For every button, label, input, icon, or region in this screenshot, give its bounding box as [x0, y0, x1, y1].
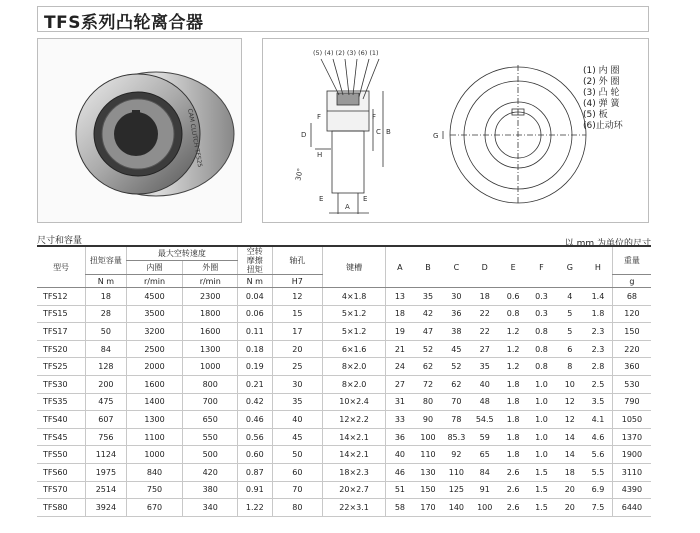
- table-cell: 15: [272, 305, 323, 323]
- table-cell: 13: [385, 288, 413, 306]
- table-cell: 8: [556, 358, 584, 376]
- table-cell: 8×2.0: [323, 358, 386, 376]
- table-cell: 40: [471, 375, 499, 393]
- dim-angle: 30°: [294, 167, 305, 182]
- legend-item: (5) 板: [583, 110, 608, 120]
- table-caption: 尺寸和容量: [37, 236, 83, 246]
- table-cell: 1.0: [527, 411, 555, 429]
- table-cell: 19: [385, 323, 413, 341]
- table-cell: 62: [414, 358, 442, 376]
- unit-outer: r/min: [183, 275, 238, 288]
- table-cell: 360: [612, 358, 651, 376]
- table-cell: 1.2: [499, 358, 527, 376]
- table-cell: 650: [183, 411, 238, 429]
- dim-f-right: F: [372, 113, 377, 121]
- cell-model: TFS80: [37, 499, 86, 517]
- table-cell: 45: [442, 340, 470, 358]
- table-cell: 59: [471, 428, 499, 446]
- table-cell: 1900: [612, 446, 651, 464]
- table-cell: 72: [414, 375, 442, 393]
- cell-model: TFS15: [37, 305, 86, 323]
- table-cell: 700: [183, 393, 238, 411]
- table-row: [37, 499, 651, 517]
- table-cell: 0.19: [238, 358, 272, 376]
- table-cell: 1.0: [527, 428, 555, 446]
- table-cell: 2.3: [584, 323, 612, 341]
- table-cell: 1050: [612, 411, 651, 429]
- table-cell: 40: [272, 411, 323, 429]
- table-cell: 1.0: [527, 446, 555, 464]
- table-cell: 58: [385, 499, 413, 517]
- table-cell: 170: [414, 499, 442, 517]
- table-cell: 14: [556, 428, 584, 446]
- table-cell: 380: [183, 481, 238, 499]
- table-cell: 1.22: [238, 499, 272, 517]
- cell-model: TFS35: [37, 393, 86, 411]
- unit-drag: N m: [238, 275, 272, 288]
- dim-c: C: [376, 128, 381, 136]
- col-d: D: [471, 246, 499, 288]
- table-cell: 8×2.0: [323, 375, 386, 393]
- table-cell: 10×2.4: [323, 393, 386, 411]
- table-cell: 0.18: [238, 340, 272, 358]
- table-cell: 1.4: [584, 288, 612, 306]
- table-cell: 36: [385, 428, 413, 446]
- col-model: 型号: [37, 246, 86, 288]
- table-row: [37, 340, 651, 358]
- table-cell: 2500: [126, 340, 183, 358]
- table-cell: 12×2.2: [323, 411, 386, 429]
- table-cell: 45: [272, 428, 323, 446]
- table-cell: 46: [385, 463, 413, 481]
- table-cell: 790: [612, 393, 651, 411]
- table-cell: 17: [272, 323, 323, 341]
- table-cell: 92: [442, 446, 470, 464]
- table-cell: 0.06: [238, 305, 272, 323]
- table-cell: 35: [414, 288, 442, 306]
- table-cell: 35: [272, 393, 323, 411]
- table-cell: 2.6: [499, 463, 527, 481]
- table-row: [37, 323, 651, 341]
- table-cell: 21: [385, 340, 413, 358]
- table-cell: 85.3: [442, 428, 470, 446]
- table-cell: 12: [556, 393, 584, 411]
- table-cell: 2.3: [584, 340, 612, 358]
- table-cell: 340: [183, 499, 238, 517]
- table-cell: 65: [471, 446, 499, 464]
- table-cell: 22×3.1: [323, 499, 386, 517]
- table-cell: 4.6: [584, 428, 612, 446]
- table-cell: 84: [471, 463, 499, 481]
- legend-item: (6)止动环: [583, 121, 623, 131]
- table-row: [37, 463, 651, 481]
- table-cell: 130: [414, 463, 442, 481]
- table-cell: 756: [86, 428, 127, 446]
- table-cell: 530: [612, 375, 651, 393]
- units-note: 以 mm 为单位的尺寸: [564, 239, 651, 249]
- table-cell: 670: [126, 499, 183, 517]
- table-cell: 0.87: [238, 463, 272, 481]
- title-bar: [37, 6, 649, 32]
- table-cell: 54.5: [471, 411, 499, 429]
- table-cell: 1400: [126, 393, 183, 411]
- table-cell: 91: [471, 481, 499, 499]
- table-cell: 1.8: [499, 375, 527, 393]
- table-cell: 750: [126, 481, 183, 499]
- table-cell: 1.2: [499, 340, 527, 358]
- legend-item: (4) 弹 簧: [583, 99, 620, 109]
- table-cell: 20×2.7: [323, 481, 386, 499]
- col-inner: 内圈: [126, 261, 183, 275]
- table-cell: 2.8: [584, 358, 612, 376]
- col-e: E: [499, 246, 527, 288]
- table-cell: 1100: [126, 428, 183, 446]
- table-cell: 68: [612, 288, 651, 306]
- table-cell: 0.46: [238, 411, 272, 429]
- table-cell: 6: [556, 340, 584, 358]
- table-cell: 6×1.6: [323, 340, 386, 358]
- dim-d: D: [301, 131, 307, 139]
- table-cell: 1.8: [499, 411, 527, 429]
- table-cell: 2514: [86, 481, 127, 499]
- table-cell: 100: [471, 499, 499, 517]
- table-cell: 1.0: [527, 375, 555, 393]
- table-row: [37, 481, 651, 499]
- legend-item: (3) 凸 轮: [583, 88, 620, 98]
- col-b: B: [414, 246, 442, 288]
- table-cell: 800: [183, 375, 238, 393]
- table-cell: 12: [272, 288, 323, 306]
- table-cell: 550: [183, 428, 238, 446]
- table-cell: 6.9: [584, 481, 612, 499]
- table-cell: 84: [86, 340, 127, 358]
- page-title: TFS系列凸轮离合器: [44, 13, 204, 33]
- table-cell: 40: [385, 446, 413, 464]
- table-cell: 62: [442, 375, 470, 393]
- col-keyway: 键槽: [323, 246, 386, 288]
- table-cell: 0.8: [527, 323, 555, 341]
- table-cell: 14×2.1: [323, 446, 386, 464]
- parts-legend: [583, 66, 623, 132]
- col-outer: 外圈: [183, 261, 238, 275]
- table-cell: 4: [556, 288, 584, 306]
- table-cell: 0.6: [499, 288, 527, 306]
- cell-model: TFS70: [37, 481, 86, 499]
- table-row: [37, 393, 651, 411]
- col-f: F: [527, 246, 555, 288]
- table-cell: 120: [612, 305, 651, 323]
- table-cell: 1600: [183, 323, 238, 341]
- cell-model: TFS17: [37, 323, 86, 341]
- table-cell: 0.8: [527, 340, 555, 358]
- table-cell: 7.5: [584, 499, 612, 517]
- table-cell: 0.91: [238, 481, 272, 499]
- spec-table: [37, 245, 651, 517]
- table-cell: 1124: [86, 446, 127, 464]
- table-cell: 0.56: [238, 428, 272, 446]
- table-cell: 36: [442, 305, 470, 323]
- table-cell: 20: [556, 481, 584, 499]
- table-cell: 1000: [183, 358, 238, 376]
- table-cell: 4500: [126, 288, 183, 306]
- table-cell: 100: [414, 428, 442, 446]
- cell-model: TFS60: [37, 463, 86, 481]
- table-cell: 52: [414, 340, 442, 358]
- table-cell: 31: [385, 393, 413, 411]
- table-cell: 5: [556, 323, 584, 341]
- cell-model: TFS12: [37, 288, 86, 306]
- table-cell: 42: [414, 305, 442, 323]
- table-cell: 2.6: [499, 481, 527, 499]
- cell-model: TFS45: [37, 428, 86, 446]
- table-cell: 27: [471, 340, 499, 358]
- table-cell: 35: [471, 358, 499, 376]
- table-cell: 0.60: [238, 446, 272, 464]
- table-cell: 60: [272, 463, 323, 481]
- table-row: [37, 288, 651, 306]
- table-row: [37, 358, 651, 376]
- cell-model: TFS20: [37, 340, 86, 358]
- table-cell: 110: [414, 446, 442, 464]
- table-cell: 22: [471, 323, 499, 341]
- table-cell: 1.8: [499, 393, 527, 411]
- table-cell: 2000: [126, 358, 183, 376]
- table-cell: 200: [86, 375, 127, 393]
- table-cell: 0.42: [238, 393, 272, 411]
- table-cell: 25: [272, 358, 323, 376]
- table-cell: 22: [471, 305, 499, 323]
- col-drag: 空转 摩擦 扭矩: [238, 246, 272, 275]
- table-cell: 18×2.3: [323, 463, 386, 481]
- table-cell: 3500: [126, 305, 183, 323]
- legend-item: (1) 内 圈: [583, 66, 620, 76]
- table-cell: 3924: [86, 499, 127, 517]
- cell-model: TFS30: [37, 375, 86, 393]
- col-h: H: [584, 246, 612, 288]
- table-cell: 0.21: [238, 375, 272, 393]
- table-cell: 1.8: [499, 446, 527, 464]
- col-speed: 最大空转速度: [126, 246, 237, 261]
- table-cell: 1.8: [584, 305, 612, 323]
- table-cell: 2.5: [584, 375, 612, 393]
- table-cell: 2300: [183, 288, 238, 306]
- table-cell: 1.5: [527, 499, 555, 517]
- legend-item: (2) 外 圈: [583, 77, 620, 87]
- table-cell: 0.3: [527, 288, 555, 306]
- table-cell: 30: [442, 288, 470, 306]
- table-cell: 18: [86, 288, 127, 306]
- table-cell: 38: [442, 323, 470, 341]
- table-cell: 80: [414, 393, 442, 411]
- table-cell: 1.5: [527, 481, 555, 499]
- dim-e-right: E: [363, 195, 368, 203]
- cell-model: TFS50: [37, 446, 86, 464]
- table-cell: 110: [442, 463, 470, 481]
- cell-model: TFS40: [37, 411, 86, 429]
- table-cell: 50: [272, 446, 323, 464]
- table-cell: 500: [183, 446, 238, 464]
- dim-f-left: F: [317, 113, 322, 121]
- table-cell: 20: [556, 499, 584, 517]
- table-row: [37, 446, 651, 464]
- table-cell: 0.3: [527, 305, 555, 323]
- table-cell: 1.2: [499, 323, 527, 341]
- table-cell: 1975: [86, 463, 127, 481]
- unit-torque: N m: [86, 275, 127, 288]
- table-cell: 80: [272, 499, 323, 517]
- table-cell: 70: [442, 393, 470, 411]
- dim-e-left: E: [319, 195, 324, 203]
- table-cell: 4.1: [584, 411, 612, 429]
- table-cell: 18: [385, 305, 413, 323]
- table-cell: 70: [272, 481, 323, 499]
- cam-clutch-illustration: [38, 39, 242, 223]
- table-cell: 1600: [126, 375, 183, 393]
- table-cell: 28: [86, 305, 127, 323]
- dim-h: H: [317, 151, 323, 159]
- col-g: G: [556, 246, 584, 288]
- col-weight: 重量: [612, 246, 651, 275]
- table-cell: 420: [183, 463, 238, 481]
- table-cell: 475: [86, 393, 127, 411]
- table-cell: 220: [612, 340, 651, 358]
- table-cell: 4×1.8: [323, 288, 386, 306]
- table-cell: 1.5: [527, 463, 555, 481]
- product-photo: [37, 38, 242, 223]
- table-cell: 51: [385, 481, 413, 499]
- table-cell: 6440: [612, 499, 651, 517]
- table-cell: 5.5: [584, 463, 612, 481]
- table-cell: 128: [86, 358, 127, 376]
- table-cell: 3110: [612, 463, 651, 481]
- table-cell: 1370: [612, 428, 651, 446]
- table-cell: 1.8: [499, 428, 527, 446]
- col-torque: 扭矩容量: [86, 246, 127, 275]
- unit-bore: H7: [272, 275, 323, 288]
- table-cell: 14×2.1: [323, 428, 386, 446]
- table-cell: 1800: [183, 305, 238, 323]
- table-cell: 1300: [183, 340, 238, 358]
- table-cell: 3200: [126, 323, 183, 341]
- table-cell: 140: [442, 499, 470, 517]
- col-a: A: [385, 246, 413, 288]
- table-cell: 47: [414, 323, 442, 341]
- table-cell: 840: [126, 463, 183, 481]
- dim-g: G: [433, 132, 439, 140]
- table-cell: 33: [385, 411, 413, 429]
- table-cell: 1300: [126, 411, 183, 429]
- table-cell: 18: [471, 288, 499, 306]
- table-cell: 4390: [612, 481, 651, 499]
- table-row: [37, 428, 651, 446]
- table-cell: 78: [442, 411, 470, 429]
- col-bore: 轴孔: [272, 246, 323, 275]
- table-cell: 30: [272, 375, 323, 393]
- table-cell: 24: [385, 358, 413, 376]
- dim-b: B: [386, 128, 391, 136]
- table-cell: 0.11: [238, 323, 272, 341]
- unit-inner: r/min: [126, 275, 183, 288]
- unit-weight: g: [612, 275, 651, 288]
- table-cell: 150: [414, 481, 442, 499]
- drawing-callout-top: (5) (4) (2) (3) (6) (1): [313, 49, 379, 57]
- table-row: [37, 375, 651, 393]
- table-cell: 1000: [126, 446, 183, 464]
- table-cell: 52: [442, 358, 470, 376]
- table-cell: 150: [612, 323, 651, 341]
- table-cell: 90: [414, 411, 442, 429]
- table-row: [37, 411, 651, 429]
- col-c: C: [442, 246, 470, 288]
- table-cell: 48: [471, 393, 499, 411]
- table-cell: 3.5: [584, 393, 612, 411]
- table-cell: 50: [86, 323, 127, 341]
- table-cell: 2.6: [499, 499, 527, 517]
- table-cell: 0.8: [527, 358, 555, 376]
- table-cell: 18: [556, 463, 584, 481]
- table-cell: 27: [385, 375, 413, 393]
- table-cell: 125: [442, 481, 470, 499]
- table-cell: 5: [556, 305, 584, 323]
- table-cell: 1.0: [527, 393, 555, 411]
- table-cell: 10: [556, 375, 584, 393]
- table-cell: 5×1.2: [323, 323, 386, 341]
- table-cell: 607: [86, 411, 127, 429]
- table-cell: 20: [272, 340, 323, 358]
- table-cell: 0.04: [238, 288, 272, 306]
- engraving-text: CAM CLUTCH TFS25: [186, 108, 204, 168]
- table-row: [37, 305, 651, 323]
- cell-model: TFS25: [37, 358, 86, 376]
- table-cell: 5.6: [584, 446, 612, 464]
- dim-a: A: [345, 203, 350, 211]
- table-cell: 14: [556, 446, 584, 464]
- table-cell: 0.8: [499, 305, 527, 323]
- table-cell: 12: [556, 411, 584, 429]
- spec-table-body: [37, 288, 651, 517]
- table-cell: 5×1.2: [323, 305, 386, 323]
